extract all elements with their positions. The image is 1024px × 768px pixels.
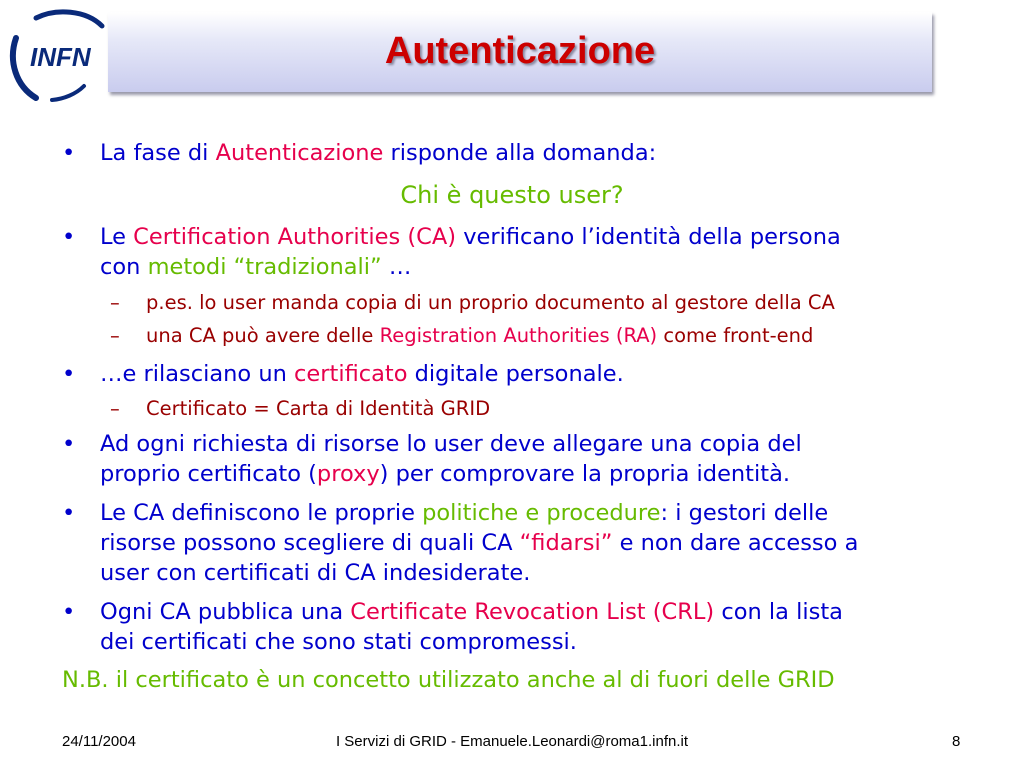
bullet-4-line-1: Ad ogni richiesta di risorse lo user deve allegare una copia del [100, 431, 802, 457]
sub-bullet-2-highlight: Registration Authorities (RA) [379, 324, 658, 347]
infn-logo-graphic [6, 6, 106, 102]
bullet-3-text: …e rilasciano un [100, 361, 295, 387]
bullet-5-line-2 [100, 528, 858, 558]
bullet-3 [100, 359, 624, 389]
bullet-2-text-end: verificano l’identità della persona [456, 224, 841, 250]
sub-bullet-3: Certificato = Carta di Identità GRID [146, 397, 491, 420]
footer-date: 24/11/2004 [62, 733, 136, 750]
footer-center: I Servizi di GRID - Emanuele.Leonardi@roma1.infn.it [335, 733, 689, 750]
bullet-marker: • [62, 140, 76, 166]
bullet-marker: • [62, 361, 76, 387]
bullet-2-highlight: Certification Authorities (CA) [133, 224, 457, 250]
dash-marker: – [110, 397, 120, 420]
bullet-5-highlight: politiche e procedure [422, 500, 661, 526]
bullet-5-text: Le CA definiscono le proprie [100, 500, 423, 526]
bullet-6-text-end: con la lista [714, 599, 843, 625]
bullet-5-line-2-end: e non dare accesso a [612, 530, 859, 556]
bullet-5-line-2-text: risorse possono scegliere di quali CA [100, 530, 520, 556]
bullet-5-line-1 [100, 498, 828, 528]
bullet-marker: • [62, 224, 76, 250]
sub-bullet-1: p.es. lo user manda copia di un proprio documento al gestore della CA [146, 291, 835, 314]
bullet-5-line-2-highlight: “fidarsi” [519, 530, 613, 556]
title-bar [108, 12, 932, 92]
footer-page-number: 8 [952, 733, 961, 750]
bullet-2-line-2-end: … [381, 254, 412, 280]
nb-note: N.B. il certificato è un concetto utilizzato anche al di fuori delle GRID [62, 667, 835, 693]
bullet-marker: • [62, 431, 76, 457]
sub-bullet-2-end: come front-end [657, 324, 814, 347]
bullet-6-highlight: Certificate Revocation List (CRL) [350, 599, 715, 625]
slide-title: Autenticazione [384, 30, 656, 72]
bullet-1-text: La fase di [100, 140, 216, 166]
bullet-4-text: proprio certificato ( [100, 461, 317, 487]
bullet-3-highlight: certificato [294, 361, 408, 387]
bullet-4-line-2 [100, 459, 790, 489]
bullet-4-highlight: proxy [316, 461, 380, 487]
sub-bullet-2-text: una CA può avere delle [146, 324, 380, 347]
question-line: Chi è questo user? [400, 181, 624, 209]
infn-logo [6, 6, 106, 102]
bullet-6-line-2: dei certificati che sono stati compromessi. [100, 629, 577, 655]
bullet-6-text: Ogni CA pubblica una [100, 599, 351, 625]
bullet-1-highlight: Autenticazione [215, 140, 384, 166]
bullet-marker: • [62, 500, 76, 526]
bullet-5-text-end: : i gestori delle [660, 500, 829, 526]
bullet-1 [100, 138, 656, 168]
bullet-3-text-end: digitale personale. [407, 361, 624, 387]
bullet-2-line-1 [100, 222, 841, 252]
bullet-2-line-2-text: con [100, 254, 148, 280]
bullet-6-line-1 [100, 597, 843, 627]
bullet-1-text-end: risponde alla domanda: [383, 140, 657, 166]
sub-bullet-2 [146, 321, 813, 351]
bullet-2-line-2-highlight: metodi “tradizionali” [147, 254, 382, 280]
bullet-4-text-end: ) per comprovare la propria identità. [379, 461, 791, 487]
dash-marker: – [110, 291, 120, 314]
bullet-2-text: Le [100, 224, 134, 250]
bullet-2-line-2 [100, 252, 411, 282]
bullet-5-line-3: user con certificati di CA indesiderate. [100, 560, 531, 586]
logo-text: INFN [30, 42, 91, 72]
bullet-marker: • [62, 599, 76, 625]
dash-marker: – [110, 324, 120, 347]
